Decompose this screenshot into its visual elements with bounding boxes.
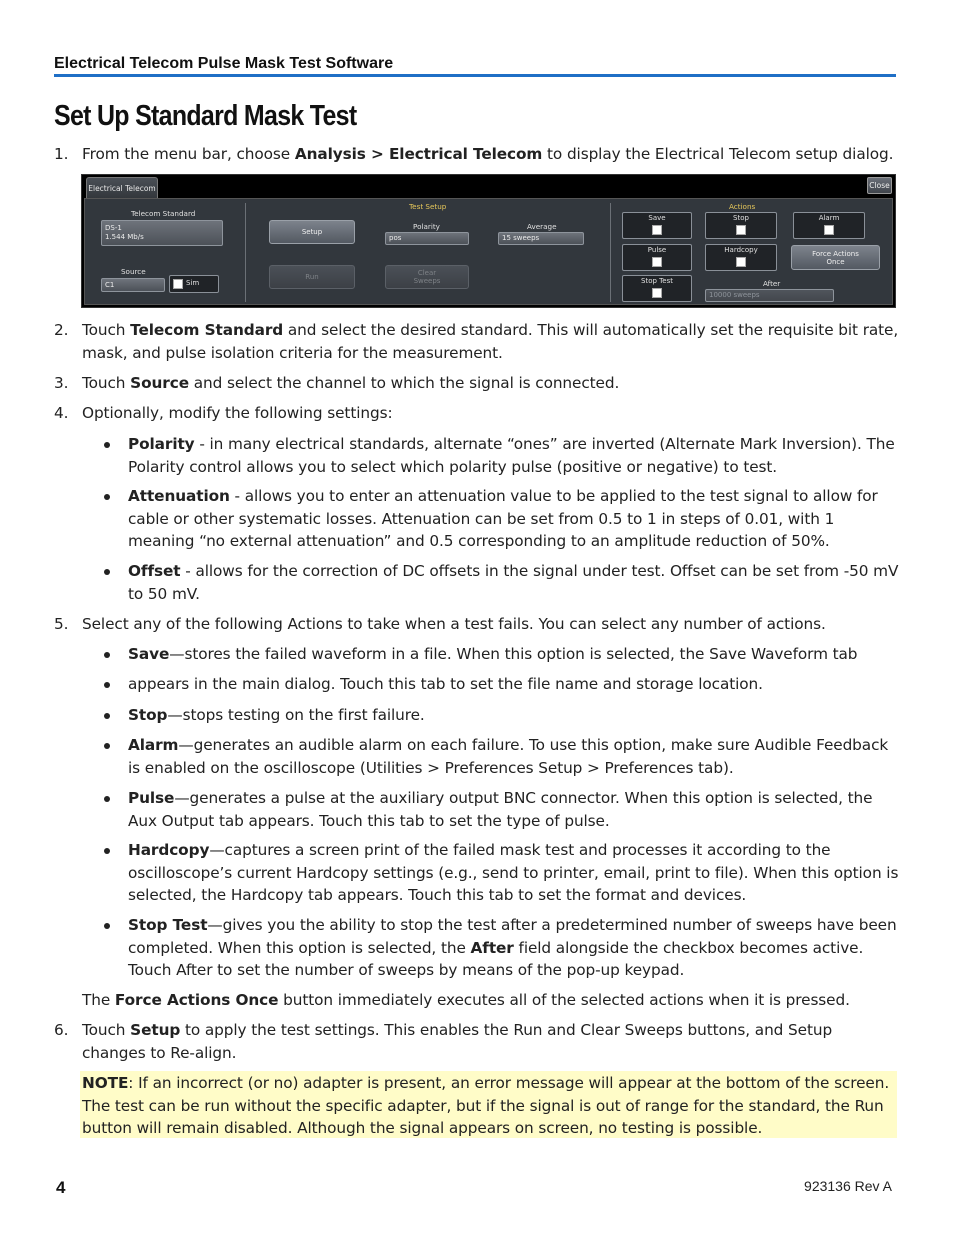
step-number: 5. <box>54 615 69 633</box>
bullet-pulse <box>104 787 899 832</box>
stop-label: Stop <box>733 214 749 222</box>
source-label: Source <box>121 267 146 276</box>
step-text: Optionally, modify the following settings: <box>82 404 393 422</box>
after-label: After <box>763 279 781 288</box>
page-number: 4 <box>56 1178 66 1197</box>
step-text: Touch <box>82 1021 131 1039</box>
pulse-checkbox[interactable] <box>652 257 662 267</box>
step-number: 3. <box>54 374 69 392</box>
separator <box>245 203 246 302</box>
step-number: 2. <box>54 321 69 339</box>
polarity-label: Polarity <box>413 222 440 231</box>
source-field[interactable]: C1 <box>101 278 165 292</box>
step-text: Touch <box>82 321 131 339</box>
step-text: to apply the test settings. This enables the Run and Clear Sweeps buttons, and Setup changes to Re-align. <box>82 1021 833 1062</box>
sim-label: Sim <box>186 279 200 287</box>
note-text: : If an incorrect (or no) adapter is present, an error message will appear at the bottom of the screen. The test can be run without the specific adapter, but if the signal is out of range for the standard, the Run button will remain disabled. Although the signal appears on screen, no testing is possible. <box>82 1074 890 1137</box>
step-bold: Source <box>130 374 189 392</box>
bullet-stop-test <box>104 914 899 982</box>
alarm-checkbox-cell[interactable] <box>793 212 865 239</box>
bullet-dot <box>104 743 110 749</box>
step-number: 4. <box>54 404 69 422</box>
tab-electrical-telecom[interactable]: Electrical Telecom <box>86 177 158 198</box>
close-button[interactable]: Close <box>867 177 892 194</box>
clear-sweeps-button[interactable] <box>385 265 469 289</box>
hardcopy-checkbox[interactable] <box>736 257 746 267</box>
polarity-field[interactable]: pos <box>385 232 469 245</box>
step-bold: Setup <box>130 1021 181 1039</box>
bullet-dot <box>104 494 110 500</box>
bullet-text: —generates an audible alarm on each failure. To use this option, make sure Audible Feedback is enabled on the oscilloscope (Utilities > Preferences Setup > Preferences tab). <box>128 736 889 777</box>
step-text: From the menu bar, choose <box>82 145 295 163</box>
bullet-text: —captures a screen print of the failed mask test and processes it according to the oscilloscope’s current Hardcopy settings (e.g., send to printer, email, print to file). When this option is selected, the Hardcopy tab appears. Touch this tab to set the format and devices. <box>128 841 899 904</box>
page-title: Set Up Standard Mask Test <box>54 100 357 132</box>
step-number: 6. <box>54 1021 69 1039</box>
setup-button[interactable]: Setup <box>269 220 355 244</box>
running-header: Electrical Telecom Pulse Mask Test Software <box>54 55 394 72</box>
sim-checkbox[interactable] <box>173 279 183 289</box>
bullet-bold: Hardcopy <box>128 841 210 859</box>
bullet-attenuation <box>104 485 899 553</box>
bullet-text: field alongside the checkbox becomes active. Touch After to set the number of sweeps by means of the pop-up keypad. <box>128 938 864 979</box>
stop-checkbox-cell[interactable] <box>705 212 777 239</box>
alarm-checkbox[interactable] <box>824 225 834 235</box>
note-box <box>80 1071 897 1138</box>
bullet-bold: Stop Test <box>128 916 208 934</box>
step-text: to display the Electrical Telecom setup dialog. <box>542 145 894 163</box>
para-text: button immediately executes all of the selected actions when it is pressed. <box>278 991 850 1009</box>
step-5 <box>54 613 899 636</box>
hardcopy-checkbox-cell[interactable] <box>705 244 777 271</box>
run-button[interactable]: Run <box>269 265 355 289</box>
clear-label: Clear <box>417 269 437 277</box>
actions-label: Actions <box>729 202 756 211</box>
bullet-offset <box>104 560 899 605</box>
separator <box>610 203 611 302</box>
step-2 <box>54 319 899 364</box>
bullet-dot <box>104 569 110 575</box>
step-text: and select the channel to which the signal is connected. <box>188 374 620 392</box>
standard-name: DS-1 <box>105 224 122 232</box>
pulse-checkbox-cell[interactable] <box>622 244 692 271</box>
step-bold: Telecom Standard <box>130 321 284 339</box>
electrical-telecom-dialog <box>81 174 896 308</box>
bullet-polarity <box>104 433 899 478</box>
bullet-bold: Polarity <box>128 435 195 453</box>
bullet-bold: Save <box>128 645 170 663</box>
force-actions-paragraph <box>82 989 897 1012</box>
step-3 <box>54 372 899 395</box>
step-bold: Analysis > Electrical Telecom <box>294 145 543 163</box>
bullet-text: —gives you the ability to stop the test after a predetermined number of sweeps have been completed. When this option is selected, the <box>128 916 897 957</box>
save-label: Save <box>648 214 666 222</box>
step-text: Select any of the following Actions to take when a test fails. You can select any number of actions. <box>82 615 826 633</box>
bullet-text: - allows you to enter an attenuation value to be applied to the test signal to allow for cable or other systematic losses. Attenuation can be set from 0.5 to 1 in steps of 0.01, with 1 meaning “no external attenuation” and 0.5 corresponding to an amplitude reduction of 50%. <box>128 487 878 550</box>
bullet-dot <box>104 713 110 719</box>
bullet-alarm <box>104 734 899 779</box>
bullet-dot <box>104 442 110 448</box>
bullet-hardcopy <box>104 839 899 907</box>
bullet-bold: Attenuation <box>128 487 230 505</box>
alarm-label: Alarm <box>818 214 840 222</box>
para-bold: Force Actions Once <box>114 991 279 1009</box>
bullet-dot <box>104 682 110 688</box>
telecom-standard-label: Telecom Standard <box>131 209 196 218</box>
bullet-text: - allows for the correction of DC offsets in the signal under test. Offset can be set from -50 mV to 50 mV. <box>128 562 899 603</box>
bullet-bold: Offset <box>128 562 181 580</box>
bullet-stop <box>104 704 899 727</box>
bullet-text: —stores the failed waveform in a file. When this option is selected, the Save Waveform tab <box>169 645 858 663</box>
step-text: and select the desired standard. This will automatically set the requisite bit rate, mask, and pulse isolation criteria for the measurement. <box>82 321 899 362</box>
hardcopy-label: Hardcopy <box>724 246 758 254</box>
bullet-bold: Pulse <box>128 789 175 807</box>
bullet-bold: After <box>470 938 514 957</box>
header-rule <box>54 74 896 77</box>
once-label: Once <box>826 257 845 266</box>
bullet-save-continued <box>104 673 899 696</box>
sim-checkbox-cell[interactable] <box>169 275 219 293</box>
pulse-label: Pulse <box>647 246 667 254</box>
step-1 <box>54 143 899 166</box>
standard-rate: 1.544 Mb/s <box>105 233 144 241</box>
average-field[interactable]: 15 sweeps <box>498 232 584 245</box>
test-setup-label: Test Setup <box>409 202 447 211</box>
bullet-text: —stops testing on the first failure. <box>167 706 425 724</box>
stop-test-checkbox-cell[interactable] <box>622 275 692 302</box>
bullet-text: - in many electrical standards, alternate “ones” are inverted (Alternate Mark Inversion). The Polarity control allows you to select which polarity pulse (positive or negative) to test. <box>128 435 895 476</box>
average-label: Average <box>527 222 557 231</box>
bullet-dot <box>104 652 110 658</box>
bullet-dot <box>104 848 110 854</box>
step-number: 1. <box>54 145 69 163</box>
telecom-standard-field[interactable] <box>101 220 223 246</box>
force-actions-label: Force Actions <box>812 249 859 258</box>
note-label: NOTE <box>82 1074 129 1092</box>
force-actions-once-button[interactable] <box>791 245 880 270</box>
sweeps-label: Sweeps <box>413 277 441 285</box>
stop-checkbox[interactable] <box>736 225 746 235</box>
stop-test-label: Stop Test <box>641 277 673 285</box>
save-checkbox[interactable] <box>652 225 662 235</box>
step-text: Touch <box>82 374 131 392</box>
step-4 <box>54 402 899 425</box>
bullet-dot <box>104 796 110 802</box>
dialog-panel <box>84 198 893 305</box>
bullet-dot <box>104 923 110 929</box>
document-number: 923136 Rev A <box>804 1178 892 1194</box>
bullet-text: —generates a pulse at the auxiliary output BNC connector. When this option is selected, the Aux Output tab appears. Touch this tab to set the type of pulse. <box>128 789 873 830</box>
stop-test-checkbox[interactable] <box>652 288 662 298</box>
after-field[interactable]: 10000 sweeps <box>705 289 834 302</box>
step-6 <box>54 1019 899 1064</box>
bullet-save <box>104 643 899 666</box>
save-checkbox-cell[interactable] <box>622 212 692 239</box>
bullet-text: appears in the main dialog. Touch this tab to set the file name and storage location. <box>128 675 763 693</box>
para-text: The <box>82 991 115 1009</box>
bullet-bold: Alarm <box>128 736 179 754</box>
bullet-bold: Stop <box>128 706 168 724</box>
